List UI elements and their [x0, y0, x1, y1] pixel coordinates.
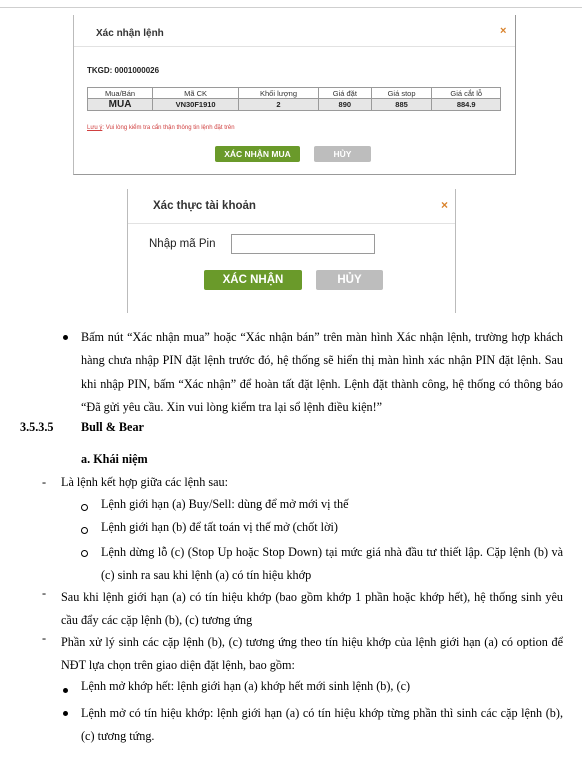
confirm-buy-button[interactable]: XÁC NHẬN MUA	[215, 146, 300, 162]
dialog-divider	[74, 46, 515, 47]
tkgd-label: TKGD: 0001000026	[87, 66, 160, 75]
bullet-paragraph-3: Lệnh mở có tín hiệu khớp: lệnh giới hạn (a) có tín hiệu khớp từng phần thì sinh các cặp lệnh (b), (c) tương tứng.	[81, 706, 563, 744]
cancel-button[interactable]: HỦY	[314, 146, 371, 162]
dash-marker: -	[42, 586, 47, 600]
circle-marker	[81, 527, 88, 534]
dash-item-3: Phần xử lý sinh các cặp lệnh (b), (c) tương ứng theo tín hiệu khớp của lệnh giới hạn (a) có option để NĐT lựa chọn trên giao diện đặt lệnh, bao gồm:	[61, 635, 563, 673]
pin-verify-dialog	[127, 189, 456, 313]
col-price: Giá đặt	[318, 88, 371, 99]
bullet-marker	[63, 711, 68, 716]
circle-item-1: Lệnh giới hạn (a) Buy/Sell: dùng để mở mới vị thế	[101, 497, 349, 511]
order-table	[87, 87, 501, 111]
note-text: : Vui lòng kiểm tra cẩn thận thông tin lệnh đặt trên	[102, 125, 235, 131]
dash-item-2: Sau khi lệnh giới hạn (a) có tín hiệu khớp (bao gồm khớp 1 phần hoặc khớp hết), hệ thống sinh yêu cầu đẩy các cặp lệnh (b), (c) tương ứng	[61, 590, 563, 628]
bullet-paragraph-1: Bấm nút “Xác nhận mua” hoặc “Xác nhận bán” trên màn hình Xác nhận lệnh, trường hợp khách hàng chưa nhập PIN đặt lệnh trước đó, hệ thống sẽ hiển thị màn hình xác nhận PIN đặt lệnh. Sau khi nhập PIN, bấm “Xác nhận” để hoàn tất đặt lệnh. Lệnh đặt thành công, hệ thống có thông báo “Đã gửi yêu cầu. Xin vui lòng kiểm tra lại sổ lệnh điều kiện!”	[81, 330, 563, 414]
col-stop-price: Giá stop	[371, 88, 432, 99]
order-note	[87, 125, 235, 131]
section-number: 3.5.3.5	[20, 420, 54, 434]
cell-stop-loss-price: 884.9	[432, 99, 501, 111]
page-header-rule	[0, 7, 582, 8]
pin-input[interactable]	[231, 234, 375, 254]
col-stop-loss-price: Giá cắt lỗ	[432, 88, 501, 99]
dash-item-1: Là lệnh kết hợp giữa các lệnh sau:	[61, 475, 229, 489]
cell-price: 890	[318, 99, 371, 111]
section-title: Bull & Bear	[81, 420, 144, 434]
order-table-header	[88, 88, 501, 99]
circle-marker	[81, 550, 88, 557]
col-quantity: Khối lượng	[239, 88, 319, 99]
cancel-button[interactable]: HỦY	[316, 270, 383, 290]
dialog-divider	[128, 223, 455, 224]
circle-marker	[81, 504, 88, 511]
confirm-button[interactable]: XÁC NHẬN	[204, 270, 302, 290]
cell-stop-price: 885	[371, 99, 432, 111]
cell-quantity: 2	[239, 99, 319, 111]
note-prefix: Lưu ý	[87, 125, 103, 131]
circle-item-2: Lệnh giới hạn (b) để tất toán vị thế mở (chốt lời)	[101, 520, 338, 534]
sub-heading: a. Khái niệm	[81, 452, 148, 466]
circle-item-3: Lệnh dừng lỗ (c) (Stop Up hoặc Stop Down) tại mức giá nhà đầu tư thiết lập. Cặp lệnh (b) và (c) sinh ra sau khi lệnh (a) có tín hiệu khớp	[101, 545, 563, 583]
pin-label: Nhập mã Pin	[149, 238, 216, 250]
col-symbol: Mã CK	[153, 88, 239, 99]
bullet-paragraph-2: Lệnh mở khớp hết: lệnh giới hạn (a) khớp hết mới sinh lệnh (b), (c)	[81, 679, 411, 693]
order-confirm-dialog	[73, 15, 516, 175]
order-dialog-title: Xác nhận lệnh	[96, 28, 164, 39]
close-icon[interactable]: ×	[500, 25, 507, 37]
cell-side: MUA	[88, 99, 153, 111]
dash-marker: -	[42, 475, 47, 489]
cell-symbol: VN30F1910	[153, 99, 239, 111]
pin-dialog-title: Xác thực tài khoản	[153, 200, 256, 212]
bullet-marker	[63, 688, 68, 693]
bullet-marker	[63, 335, 68, 340]
col-side: Mua/Bán	[88, 88, 153, 99]
table-row	[88, 99, 501, 111]
close-icon[interactable]: ×	[441, 198, 449, 212]
dash-marker: -	[42, 631, 47, 645]
